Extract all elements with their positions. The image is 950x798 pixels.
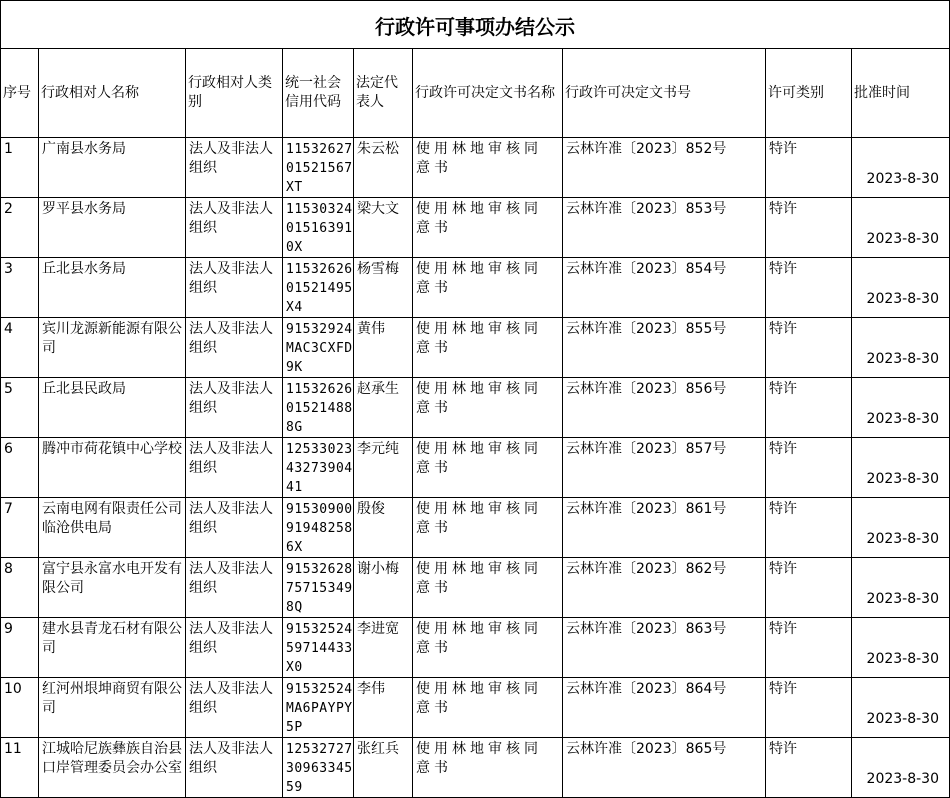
cell-category: 法人及非法人组织 [186,138,283,198]
cell-credit-code: 11532626 01521488 8G [283,378,354,438]
cell-category: 法人及非法人组织 [186,198,283,258]
header-seq: 序号 [1,49,39,138]
cell-name: 丘北县水务局 [39,258,186,318]
cell-credit-code: 11532627 01521567 XT [283,138,354,198]
cell-credit-code: 12532727 30963345 59 [283,738,354,798]
cell-doc-name: 使用林地审核同意书 [413,558,563,618]
cell-doc-name: 使用林地审核同意书 [413,618,563,678]
cell-seq: 8 [1,558,39,618]
cell-credit-code: 12533023 43273904 41 [283,438,354,498]
header-name: 行政相对人名称 [39,49,186,138]
cell-permit-type: 特许 [766,558,852,618]
cell-approval-time: 2023-8-30 [852,438,950,498]
cell-doc-no: 云林许准〔2023〕861号 [563,498,766,558]
cell-doc-no: 云林许准〔2023〕864号 [563,678,766,738]
header-permit-type: 许可类别 [766,49,852,138]
cell-credit-code: 91532924 MAC3CXFD 9K [283,318,354,378]
cell-legal-rep: 李元纯 [354,438,413,498]
cell-category: 法人及非法人组织 [186,318,283,378]
table-row [1,738,950,798]
cell-permit-type: 特许 [766,318,852,378]
cell-legal-rep: 李伟 [354,678,413,738]
sheet-title: 行政许可事项办结公示 [0,0,950,49]
header-legal-rep: 法定代表人 [354,49,413,138]
cell-seq: 7 [1,498,39,558]
cell-permit-type: 特许 [766,498,852,558]
cell-category: 法人及非法人组织 [186,678,283,738]
cell-category: 法人及非法人组织 [186,738,283,798]
cell-credit-code: 11530324 01516391 0X [283,198,354,258]
cell-legal-rep: 殷俊 [354,498,413,558]
cell-permit-type: 特许 [766,738,852,798]
cell-doc-name: 使用林地审核同意书 [413,258,563,318]
table-row [1,378,950,438]
cell-category: 法人及非法人组织 [186,258,283,318]
cell-doc-name: 使用林地审核同意书 [413,318,563,378]
cell-doc-no: 云林许准〔2023〕863号 [563,618,766,678]
cell-name: 广南县水务局 [39,138,186,198]
cell-approval-time: 2023-8-30 [852,138,950,198]
cell-seq: 3 [1,258,39,318]
cell-permit-type: 特许 [766,678,852,738]
cell-legal-rep: 谢小梅 [354,558,413,618]
cell-approval-time: 2023-8-30 [852,678,950,738]
cell-seq: 6 [1,438,39,498]
cell-seq: 11 [1,738,39,798]
table-row [1,198,950,258]
cell-seq: 5 [1,378,39,438]
cell-credit-code: 91532628 75715349 8Q [283,558,354,618]
cell-approval-time: 2023-8-30 [852,498,950,558]
cell-name: 罗平县水务局 [39,198,186,258]
header-doc-no: 行政许可决定文书号 [563,49,766,138]
cell-permit-type: 特许 [766,258,852,318]
table-row [1,438,950,498]
cell-category: 法人及非法人组织 [186,618,283,678]
table-row [1,618,950,678]
header-approval-time: 批准时间 [852,49,950,138]
cell-doc-no: 云林许准〔2023〕857号 [563,438,766,498]
cell-doc-no: 云林许准〔2023〕862号 [563,558,766,618]
cell-doc-no: 云林许准〔2023〕852号 [563,138,766,198]
cell-doc-name: 使用林地审核同意书 [413,378,563,438]
cell-name: 红河州垠坤商贸有限公司 [39,678,186,738]
cell-name: 宾川龙源新能源有限公司 [39,318,186,378]
cell-credit-code: 91532524 59714433 X0 [283,618,354,678]
cell-doc-name: 使用林地审核同意书 [413,738,563,798]
cell-permit-type: 特许 [766,378,852,438]
cell-doc-no: 云林许准〔2023〕855号 [563,318,766,378]
cell-approval-time: 2023-8-30 [852,618,950,678]
cell-permit-type: 特许 [766,198,852,258]
cell-credit-code: 91532524 MA6PAYPY 5P [283,678,354,738]
cell-seq: 1 [1,138,39,198]
cell-seq: 9 [1,618,39,678]
cell-permit-type: 特许 [766,438,852,498]
cell-seq: 4 [1,318,39,378]
cell-approval-time: 2023-8-30 [852,258,950,318]
cell-category: 法人及非法人组织 [186,378,283,438]
cell-legal-rep: 赵承生 [354,378,413,438]
cell-name: 建水县青龙石材有限公司 [39,618,186,678]
cell-legal-rep: 黄伟 [354,318,413,378]
table-row [1,498,950,558]
cell-permit-type: 特许 [766,138,852,198]
cell-approval-time: 2023-8-30 [852,378,950,438]
header-category: 行政相对人类别 [186,49,283,138]
table-row [1,318,950,378]
header-row [1,49,950,138]
cell-category: 法人及非法人组织 [186,558,283,618]
cell-permit-type: 特许 [766,618,852,678]
cell-category: 法人及非法人组织 [186,438,283,498]
cell-legal-rep: 李进宽 [354,618,413,678]
cell-name: 云南电网有限责任公司临沧供电局 [39,498,186,558]
cell-credit-code: 11532626 01521495 X4 [283,258,354,318]
cell-approval-time: 2023-8-30 [852,318,950,378]
cell-doc-name: 使用林地审核同意书 [413,498,563,558]
table-row [1,558,950,618]
permit-table [0,48,950,798]
table-row [1,678,950,738]
cell-doc-name: 使用林地审核同意书 [413,138,563,198]
cell-legal-rep: 朱云松 [354,138,413,198]
table-row [1,258,950,318]
cell-doc-no: 云林许准〔2023〕865号 [563,738,766,798]
cell-category: 法人及非法人组织 [186,498,283,558]
cell-doc-no: 云林许准〔2023〕853号 [563,198,766,258]
cell-approval-time: 2023-8-30 [852,198,950,258]
cell-seq: 2 [1,198,39,258]
cell-legal-rep: 梁大文 [354,198,413,258]
header-doc-name: 行政许可决定文书名称 [413,49,563,138]
cell-seq: 10 [1,678,39,738]
cell-credit-code: 91530900 91948258 6X [283,498,354,558]
cell-name: 腾冲市荷花镇中心学校 [39,438,186,498]
cell-doc-no: 云林许准〔2023〕854号 [563,258,766,318]
cell-legal-rep: 张红兵 [354,738,413,798]
cell-name: 江城哈尼族彝族自治县口岸管理委员会办公室 [39,738,186,798]
cell-approval-time: 2023-8-30 [852,738,950,798]
cell-doc-no: 云林许准〔2023〕856号 [563,378,766,438]
header-credit-code: 统一社会信用代码 [283,49,354,138]
cell-doc-name: 使用林地审核同意书 [413,678,563,738]
cell-name: 丘北县民政局 [39,378,186,438]
cell-doc-name: 使用林地审核同意书 [413,198,563,258]
cell-name: 富宁县永富水电开发有限公司 [39,558,186,618]
cell-doc-name: 使用林地审核同意书 [413,438,563,498]
table-row [1,138,950,198]
cell-approval-time: 2023-8-30 [852,558,950,618]
cell-legal-rep: 杨雪梅 [354,258,413,318]
